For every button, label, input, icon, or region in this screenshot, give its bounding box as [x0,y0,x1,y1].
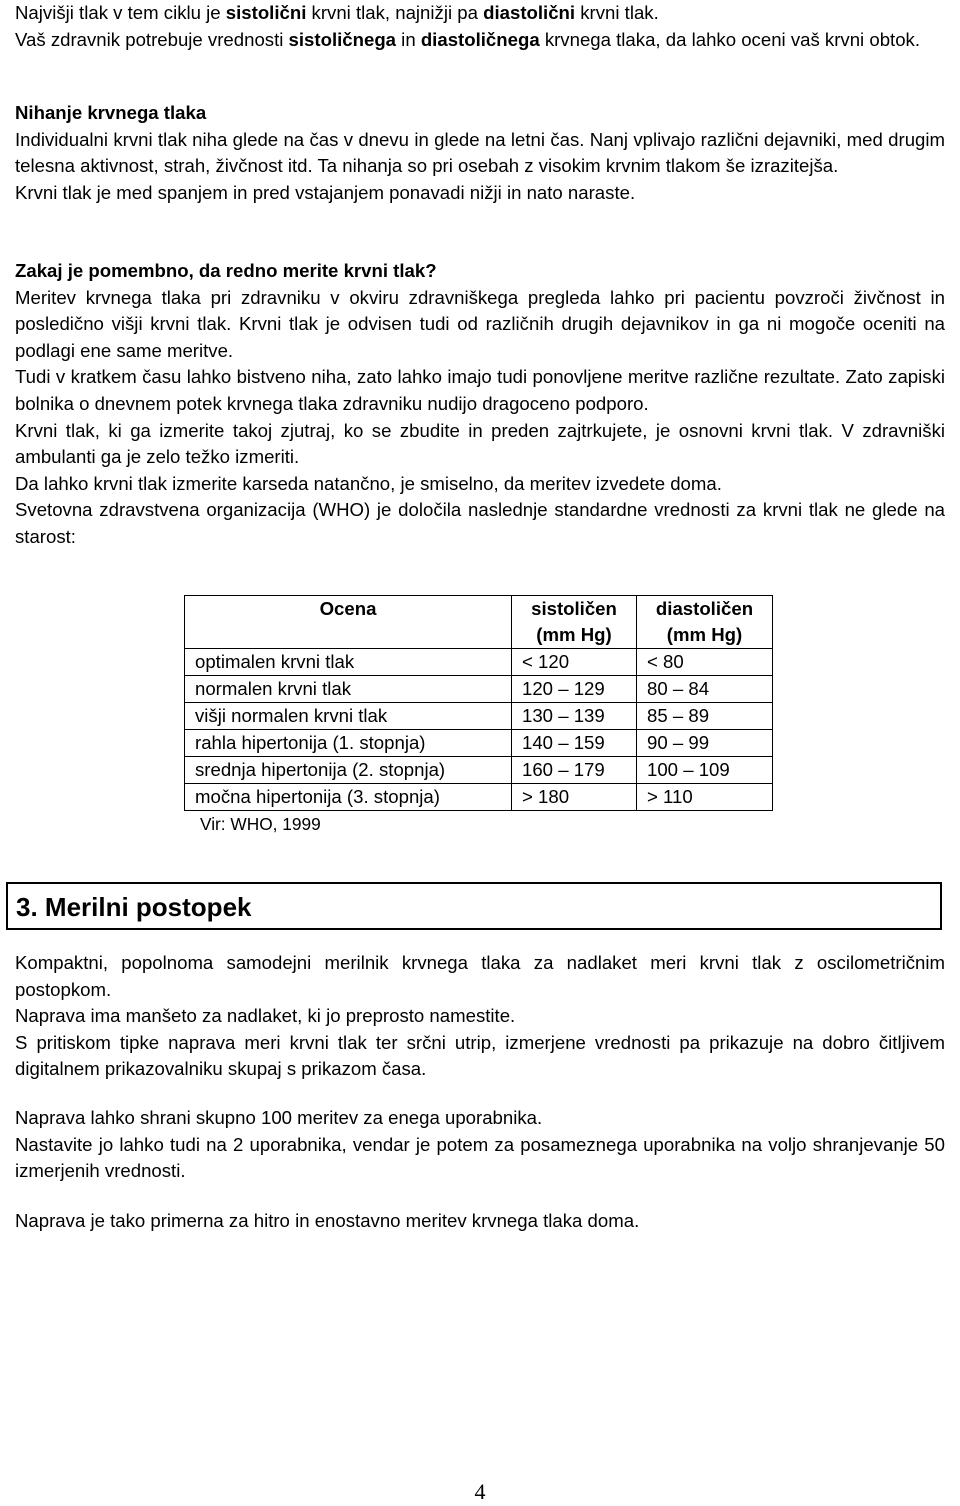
table-row [185,676,773,703]
row-diastolic: 85 – 89 [637,703,773,730]
table-row [185,784,773,811]
variation-section [15,100,945,206]
section-3-body-a [15,950,945,1083]
row-systolic: > 180 [512,784,637,811]
variation-paragraph: Individualni krvni tlak niha glede na čas v dnevu in glede na letni čas. Nanj vplivajo različni dejavniki, med drugim telesna aktivnost, strah, živčnost itd. Ta nihanja so pri osebah z visokim krvnim tlakom še izrazitejša. [15,128,945,177]
section-3-paragraph-1: Kompaktni, popolnoma samodejni merilnik krvnega tlaka za nadlaket meri krvni tlak z oscilometričnim postopkom. [15,952,945,1000]
table-row [185,757,773,784]
row-systolic: 130 – 139 [512,703,637,730]
variation-sleep-paragraph: Krvni tlak je med spanjem in pred vstajanjem ponavadi nižji in nato naraste. [15,181,636,203]
intro-section [15,0,945,53]
row-systolic: 140 – 159 [512,730,637,757]
why-paragraph-5: Svetovna zdravstvena organizacija (WHO) je določila naslednje standardne vrednosti za krvni tlak ne glede na starost: [15,499,945,547]
intro-line-1: Najvišji tlak v tem ciklu je sistolični krvni tlak, najnižji pa diastolični krvni tlak. [15,2,659,23]
row-category: srednja hipertonija (2. stopnja) [185,757,512,784]
section-3-body-b [15,1105,945,1185]
why-paragraph-4: Da lahko krvni tlak izmerite karseda natančno, je smiselno, da meritev izvedete doma. [15,472,722,494]
header-sistolicen: sistoličen (mm Hg) [512,596,637,649]
row-diastolic: 100 – 109 [637,757,773,784]
section-3-paragraph-6: Naprava je tako primerna za hitro in enostavno meritev krvnega tlaka doma. [15,1210,640,1231]
table-header-row [185,596,773,649]
page-number: 4 [474,1479,486,1504]
row-systolic: 120 – 129 [512,676,637,703]
why-heading: Zakaj je pomembno, da redno merite krvni tlak? [15,260,437,281]
table-row [185,649,773,676]
row-category: optimalen krvni tlak [185,649,512,676]
row-category: normalen krvni tlak [185,676,512,703]
row-systolic: 160 – 179 [512,757,637,784]
row-category: rahla hipertonija (1. stopnja) [185,730,512,757]
header-ocena: Ocena [185,596,512,649]
section-3-paragraph-4: Naprava lahko shrani skupno 100 meritev za enega uporabnika. [15,1107,543,1128]
row-category: močna hipertonija (3. stopnja) [185,784,512,811]
why-paragraph-3: Krvni tlak, ki ga izmerite takoj zjutraj, ko se zbudite in preden zajtrkujete, je osnovni krvni tlak. V zdravniški ambulanti ga je zelo težko izmeriti. [15,419,945,468]
table-row [185,703,773,730]
section-3-title: 3. Merilni postopek [16,892,252,922]
section-3-body-c [15,1208,945,1235]
why-section [15,258,945,551]
table-source: Vir: WHO, 1999 [200,814,321,834]
section-3-heading-box [6,882,942,930]
header-diastolicen: diastoličen (mm Hg) [637,596,773,649]
intro-line-2: Vaš zdravnik potrebuje vrednosti sistoličnega in diastoličnega krvnega tlaka, da lahko oceni vaš krvni obtok. [15,28,921,50]
why-paragraph-1: Meritev krvnega tlaka pri zdravniku v okviru zdravniškega pregleda lahko pri pacientu povzroči živčnost in posledično višji krvni tlak. Krvni tlak je odvisen tudi od različnih drugih dejavnikov in ga ni mogoče oceniti na podlagi ene same meritve. [15,286,945,361]
section-3-paragraph-3: S pritiskom tipke naprava meri krvni tlak ter srčni utrip, izmerjene vrednosti pa prikazuje na dobro čitljivem digitalnem prikazovalniku skupaj s prikazom časa. [15,1031,945,1080]
row-diastolic: > 110 [637,784,773,811]
row-category: višji normalen krvni tlak [185,703,512,730]
why-paragraph-2: Tudi v kratkem času lahko bistveno niha, zato lahko imajo tudi ponovljene meritve različne rezultate. Zato zapiski bolnika o dnevnem potek krvnega tlaka zdravniku nudijo dragoceno podporo. [15,366,945,414]
variation-heading: Nihanje krvnega tlaka [15,102,207,123]
section-3-paragraph-2: Naprava ima manšeto za nadlaket, ki jo preprosto namestite. [15,1005,516,1027]
row-systolic: < 120 [512,649,637,676]
row-diastolic: 80 – 84 [637,676,773,703]
section-3-paragraph-5: Nastavite jo lahko tudi na 2 uporabnika, vendar je potem za posameznega uporabnika na voljo shranjevanje 50 izmerjenih vrednosti. [15,1133,945,1182]
table-row [185,730,773,757]
row-diastolic: < 80 [637,649,773,676]
who-blood-pressure-table [184,595,773,811]
row-diastolic: 90 – 99 [637,730,773,757]
